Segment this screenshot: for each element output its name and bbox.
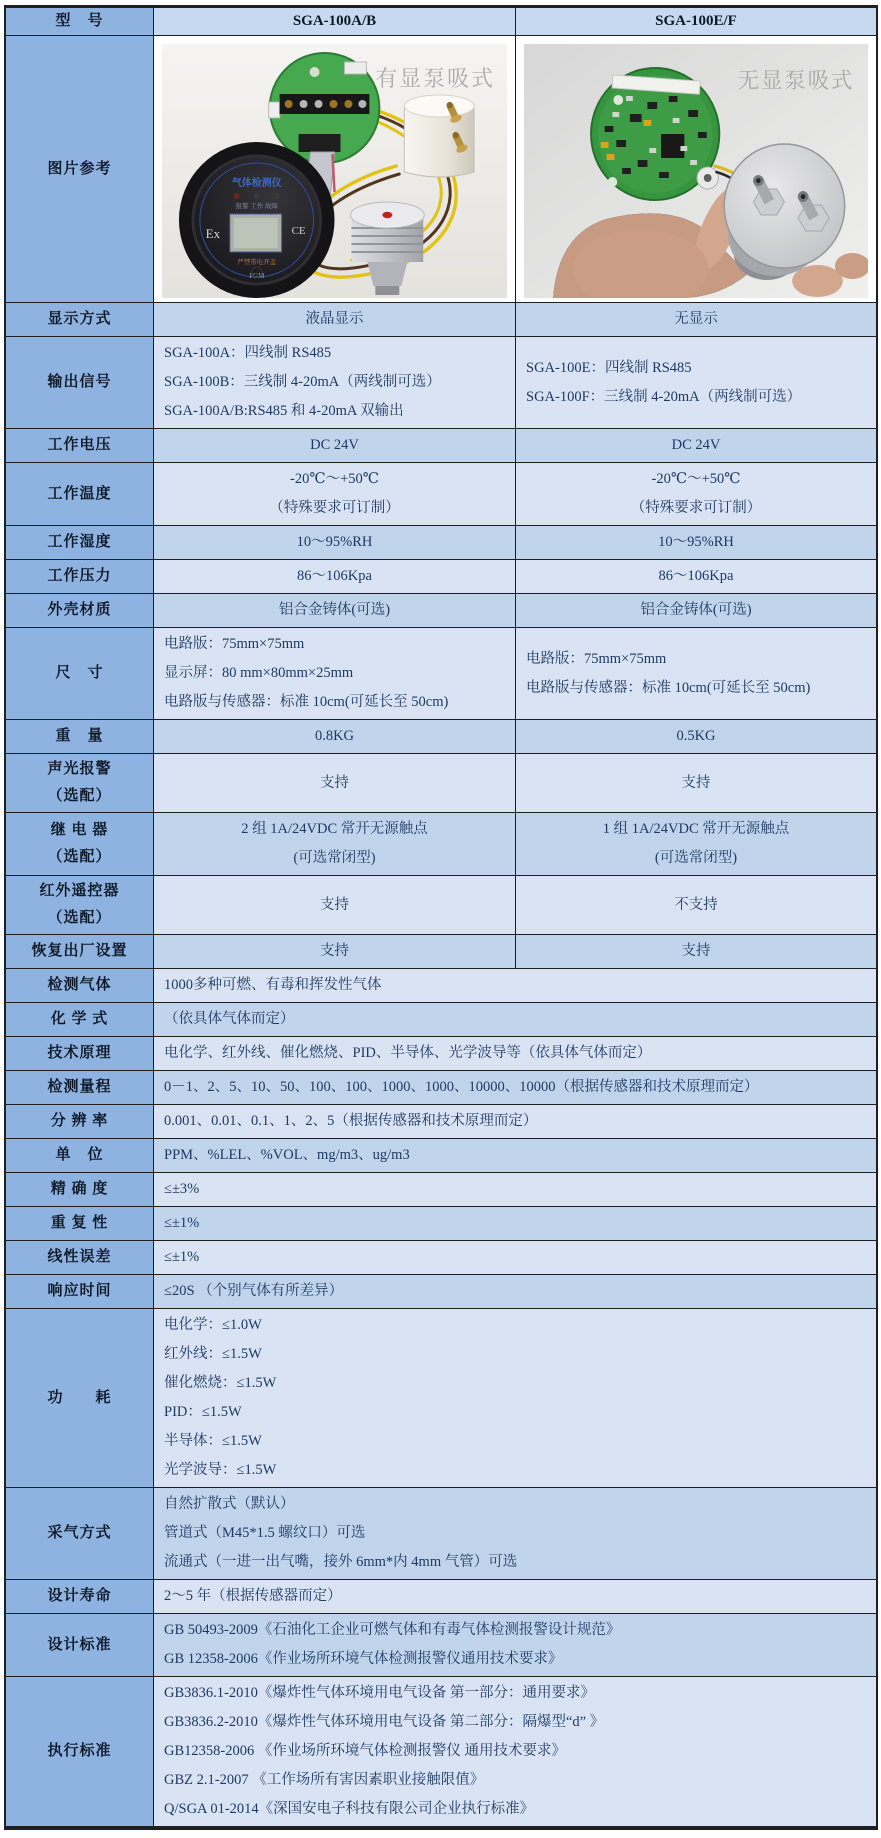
spec-row xyxy=(6,754,876,813)
value-line: 电化学、红外线、催化燃烧、PID、半导体、光学波导等（依具体气体而定） xyxy=(164,1045,652,1061)
watermark-text: 有显泵吸式 xyxy=(375,65,496,92)
row-label xyxy=(6,337,154,428)
spec-row xyxy=(6,935,876,969)
value-line: 光学波导：≤1.5W xyxy=(164,1462,277,1478)
row-label xyxy=(6,1614,154,1676)
row-label xyxy=(6,876,154,934)
spec-row xyxy=(6,429,876,463)
value-line: 支持 xyxy=(320,943,349,959)
pgm-button-text: PGM xyxy=(249,271,265,281)
value-line: 自然扩散式（默认） xyxy=(164,1496,295,1512)
spec-row xyxy=(6,526,876,560)
row-label: 图片参考 xyxy=(6,36,154,302)
value-line: 0.5KG xyxy=(676,728,716,744)
row-label-line: 精 确 度 xyxy=(50,1181,109,1197)
value-line: ≤±3% xyxy=(164,1181,200,1197)
spec-row xyxy=(6,1275,876,1309)
row-value-left xyxy=(154,429,515,462)
row-value-merged xyxy=(154,1139,876,1172)
row-label-line: （选配） xyxy=(47,788,112,804)
row-value-left xyxy=(154,594,515,627)
value-line: ≤±1% xyxy=(164,1215,200,1231)
row-value-left xyxy=(154,560,515,593)
value-line: 电化学：≤1.0W xyxy=(164,1317,262,1333)
row-label xyxy=(6,969,154,1002)
row-label-line: 输出信号 xyxy=(47,374,112,390)
row-value-merged xyxy=(154,1614,876,1676)
spec-row xyxy=(6,969,876,1003)
pump-sensor-icon xyxy=(404,95,474,177)
value-line: 1 组 1A/24VDC 常开无源触点 xyxy=(602,821,790,837)
value-line: 催化燃烧：≤1.5W xyxy=(164,1375,277,1391)
row-value-left xyxy=(154,628,515,719)
row-label-line: 分 辨 率 xyxy=(50,1113,109,1129)
watermark-text: 无显泵吸式 xyxy=(737,68,855,94)
row-value-right xyxy=(515,594,876,627)
row-value-right xyxy=(515,560,876,593)
row-label xyxy=(6,1677,154,1826)
spec-row xyxy=(6,628,876,720)
red-indicator-dot xyxy=(382,212,392,218)
row-value-merged xyxy=(154,1275,876,1308)
spec-row xyxy=(6,1139,876,1173)
value-line: PPM、%LEL、%VOL、mg/m3、ug/m3 xyxy=(164,1147,410,1163)
value-line: 电路版与传感器：标准 10cm(可延长至 50cm) xyxy=(526,679,811,696)
value-line: 电路版：75mm×75mm xyxy=(526,650,667,667)
value-line: 铝合金铸体(可选) xyxy=(640,602,752,618)
row-label xyxy=(6,1207,154,1240)
value-line: PID：≤1.5W xyxy=(164,1404,242,1420)
model-header-label: 型 号 xyxy=(6,8,154,35)
header-row xyxy=(6,8,876,36)
value-line: 液晶显示 xyxy=(305,311,364,327)
led-labels-text: 报警 工作 故障 xyxy=(235,202,278,211)
value-line: 无显示 xyxy=(674,311,718,327)
product-spec-table xyxy=(4,5,878,1830)
value-line: （依具体气体而定） xyxy=(164,1011,295,1027)
row-value-right xyxy=(515,628,876,719)
ce-mark-text: CE xyxy=(291,224,306,238)
row-value-right xyxy=(515,429,876,462)
row-value-left xyxy=(154,463,515,525)
spec-row xyxy=(6,876,876,935)
spec-row xyxy=(6,1071,876,1105)
row-label-line: 化 学 式 xyxy=(50,1011,109,1027)
gas-detector-icon xyxy=(179,142,335,298)
row-value-merged xyxy=(154,1241,876,1274)
row-label-line: （选配） xyxy=(47,910,112,926)
row-value-merged xyxy=(154,1488,876,1579)
value-line: 电路版：75mm×75mm xyxy=(164,636,305,652)
value-line: (可选常闭型) xyxy=(654,850,738,866)
spec-row xyxy=(6,594,876,628)
row-value-left xyxy=(154,337,515,428)
value-line: 10～95%RH xyxy=(658,534,734,550)
row-label xyxy=(6,1580,154,1613)
row-value-merged xyxy=(154,969,876,1002)
spec-row xyxy=(6,1207,876,1241)
row-label xyxy=(6,1309,154,1487)
spec-row xyxy=(6,1614,876,1677)
row-value-merged xyxy=(154,1105,876,1138)
value-line: （特殊要求可订制） xyxy=(630,500,762,516)
row-label-line: 响应时间 xyxy=(47,1283,112,1299)
row-value-right xyxy=(515,303,876,336)
image-reference-row xyxy=(6,36,876,303)
spec-row xyxy=(6,1309,876,1488)
spec-row xyxy=(6,1003,876,1037)
row-label-line: 继 电 器 xyxy=(50,822,109,838)
row-value-right xyxy=(515,526,876,559)
row-label-line: 检测气体 xyxy=(47,977,112,993)
value-line: 显示屏：80 mm×80mm×25mm xyxy=(164,665,354,681)
row-label xyxy=(6,526,154,559)
row-value-left xyxy=(154,526,515,559)
value-line: 支持 xyxy=(320,774,349,791)
value-line: ≤20S （个别气体有所差异） xyxy=(164,1283,344,1299)
row-label-line: 工作电压 xyxy=(47,437,112,453)
value-line: 支持 xyxy=(320,896,349,913)
spec-row xyxy=(6,720,876,754)
row-label xyxy=(6,1241,154,1274)
value-line: 0.8KG xyxy=(314,728,355,744)
row-value-right xyxy=(515,463,876,525)
value-line: 不支持 xyxy=(674,896,718,913)
row-value-right xyxy=(515,720,876,753)
row-label-line: 执行标准 xyxy=(47,1743,112,1759)
row-label-line: 功 耗 xyxy=(47,1389,112,1406)
spec-row xyxy=(6,1105,876,1139)
spec-row xyxy=(6,1037,876,1071)
row-value-right xyxy=(515,754,876,812)
row-value-merged xyxy=(154,1309,876,1487)
row-label xyxy=(6,1173,154,1206)
row-label-line: 红外遥控器 xyxy=(39,883,120,899)
row-value-right xyxy=(515,876,876,934)
row-value-left xyxy=(154,720,515,753)
ex-mark-text: Ex xyxy=(205,225,221,242)
row-label xyxy=(6,303,154,336)
spec-row xyxy=(6,1173,876,1207)
row-label xyxy=(6,1037,154,1070)
value-line: 红外线：≤1.5W xyxy=(164,1346,262,1362)
row-value-merged xyxy=(154,1677,876,1826)
row-value-right xyxy=(515,813,876,875)
row-label-line: 线性误差 xyxy=(47,1249,112,1265)
row-label-line: 设计寿命 xyxy=(47,1588,112,1604)
value-line: 1000多种可燃、有毒和挥发性气体 xyxy=(164,977,382,993)
value-line: GB12358-2006 《作业场所环境气体检测报警仪 通用技术要求》 xyxy=(164,1743,566,1759)
value-line: 2～5 年（根据传感器而定） xyxy=(164,1588,342,1604)
row-label-line: 技术原理 xyxy=(47,1045,112,1061)
row-value-left xyxy=(154,754,515,812)
spec-row xyxy=(6,1241,876,1275)
value-line: SGA-100B：三线制 4-20mA（两线制可选） xyxy=(164,374,441,390)
row-label xyxy=(6,594,154,627)
value-line: 流通式（一进一出气嘴，接外 6mm*内 4mm 气管）可选 xyxy=(164,1554,518,1570)
row-label xyxy=(6,813,154,875)
row-label xyxy=(6,720,154,753)
spec-rows-container xyxy=(6,303,876,1828)
photo-left-illustration xyxy=(162,44,507,298)
value-line: GB 12358-2006《作业场所环境气体检测报警仪通用技术要求》 xyxy=(164,1651,563,1667)
value-line: SGA-100E：四线制 RS485 xyxy=(526,359,692,376)
value-line: GB3836.1-2010《爆炸性气体环境用电气设备 第一部分：通用要求》 xyxy=(164,1685,595,1701)
value-line: 电路版与传感器：标准 10cm(可延长至 50cm) xyxy=(164,694,449,710)
row-label-line: 显示方式 xyxy=(47,311,112,327)
spec-row xyxy=(6,337,876,429)
row-label-line: 尺 寸 xyxy=(55,665,104,681)
row-label xyxy=(6,628,154,719)
warning-text: 严禁带电开盖 xyxy=(237,258,277,267)
row-label-line: 恢复出厂设置 xyxy=(31,943,128,959)
row-value-merged xyxy=(154,1580,876,1613)
value-line: 86～106Kpa xyxy=(297,568,372,584)
row-label-line: （选配） xyxy=(47,849,112,865)
spec-row xyxy=(6,1488,876,1580)
spec-row xyxy=(6,303,876,337)
terminal-blocks xyxy=(280,94,370,114)
value-line: 铝合金铸体(可选) xyxy=(278,602,391,618)
row-label-line: 单 位 xyxy=(55,1147,104,1163)
value-line: Q/SGA 01-2014《深国安电子科技有限公司企业执行标准》 xyxy=(164,1801,535,1817)
row-value-left xyxy=(154,303,515,336)
row-label xyxy=(6,1071,154,1104)
value-line: 2 组 1A/24VDC 常开无源触点 xyxy=(241,821,428,837)
value-line: SGA-100F：三线制 4-20mA（两线制可选） xyxy=(526,388,802,405)
value-line: 管道式（M45*1.5 螺纹口）可选 xyxy=(164,1525,366,1541)
row-label xyxy=(6,463,154,525)
spec-row xyxy=(6,560,876,594)
photo-right-illustration xyxy=(524,44,868,298)
row-label-line: 工作温度 xyxy=(47,485,112,502)
value-line: SGA-100A/B:RS485 和 4-20mA 双输出 xyxy=(164,403,404,419)
row-label xyxy=(6,935,154,968)
spec-row xyxy=(6,1580,876,1614)
value-line: 0－1、2、5、10、50、100、100、1000、1000、10000、10000（根据传感器和技术原理而定） xyxy=(164,1079,759,1095)
value-line: 支持 xyxy=(681,774,711,791)
value-line: DC 24V xyxy=(310,437,359,453)
value-line: (可选常闭型) xyxy=(293,850,376,866)
row-label-line: 采气方式 xyxy=(47,1525,112,1541)
row-label-line: 外壳材质 xyxy=(47,602,112,618)
value-line: 支持 xyxy=(681,943,711,959)
row-value-left xyxy=(154,876,515,934)
row-label xyxy=(6,1139,154,1172)
value-line: （特殊要求可订制） xyxy=(269,500,400,516)
row-label-line: 工作压力 xyxy=(47,568,112,584)
row-label xyxy=(6,429,154,462)
row-label xyxy=(6,1105,154,1138)
product-photo-sga100ab xyxy=(154,36,515,302)
row-value-merged xyxy=(154,1173,876,1206)
row-label xyxy=(6,754,154,812)
row-value-merged xyxy=(154,1003,876,1036)
row-value-merged xyxy=(154,1037,876,1070)
spec-row xyxy=(6,1677,876,1828)
row-value-left xyxy=(154,935,515,968)
row-label xyxy=(6,560,154,593)
row-value-left xyxy=(154,813,515,875)
spec-row xyxy=(6,463,876,526)
row-label-line: 设计标准 xyxy=(47,1636,112,1653)
row-label xyxy=(6,1003,154,1036)
row-value-right xyxy=(515,337,876,428)
row-label xyxy=(6,1488,154,1579)
value-line: 86～106Kpa xyxy=(658,568,734,584)
row-label-line: 工作湿度 xyxy=(47,534,112,550)
value-line: DC 24V xyxy=(671,437,721,453)
model-name-sga100ef: SGA-100E/F xyxy=(515,8,876,35)
value-line: ≤±1% xyxy=(164,1249,200,1265)
value-line: -20℃～+50℃ xyxy=(651,471,741,487)
row-label xyxy=(6,1275,154,1308)
device-brand-text: 气体检测仪 xyxy=(231,177,282,190)
spec-row xyxy=(6,813,876,876)
model-name-sga100ab: SGA-100A/B xyxy=(154,8,515,35)
row-label-line: 重 复 性 xyxy=(50,1215,109,1231)
value-line: GBZ 2.1-2007 《工作场所有害因素职业接触限值》 xyxy=(164,1772,485,1788)
value-line: 10～95%RH xyxy=(296,534,373,550)
value-line: GB3836.2-2010《爆炸性气体环境用电气设备 第二部分：隔爆型“d” 》 xyxy=(164,1714,605,1730)
pcb-board-icon xyxy=(591,68,719,200)
value-line: 半导体：≤1.5W xyxy=(164,1433,262,1449)
row-label-line: 检测量程 xyxy=(47,1079,112,1095)
row-value-right xyxy=(515,935,876,968)
value-line: -20℃～+50℃ xyxy=(290,471,379,487)
value-line: SGA-100A：四线制 RS485 xyxy=(164,345,332,361)
row-value-merged xyxy=(154,1207,876,1240)
row-value-merged xyxy=(154,1071,876,1104)
value-line: 0.001、0.01、0.1、1、2、5（根据传感器和技术原理而定） xyxy=(164,1113,538,1129)
row-label-line: 重 量 xyxy=(55,728,104,744)
row-label-line: 声光报警 xyxy=(47,761,112,777)
value-line: GB 50493-2009《石油化工企业可燃气体和有毒气体检测报警设计规范》 xyxy=(164,1622,621,1638)
product-photo-sga100ef xyxy=(515,36,876,302)
